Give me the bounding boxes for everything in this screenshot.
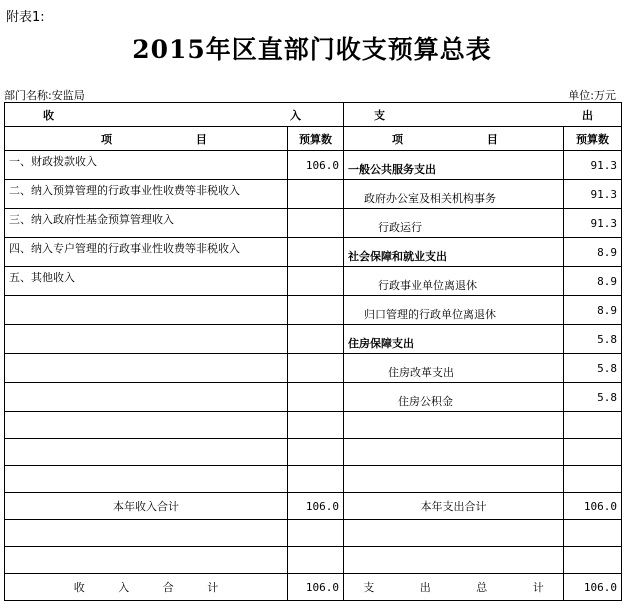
- expense-item: 行政事业单位离退休: [344, 267, 564, 296]
- income-amount: [288, 354, 344, 383]
- table-row: [5, 209, 622, 238]
- expense-amount: 8.9: [564, 238, 622, 267]
- expense-amount: 91.3: [564, 151, 622, 180]
- table-header-row: [5, 103, 622, 127]
- income-item: [5, 354, 288, 383]
- table-row: [5, 180, 622, 209]
- expense-amount: 91.3: [564, 209, 622, 238]
- income-item: [5, 296, 288, 325]
- income-header: 收 入: [5, 103, 344, 127]
- income-amount: [288, 209, 344, 238]
- budget-table: [4, 102, 622, 601]
- empty-row: [5, 412, 622, 439]
- grand-expense-total-amount: 106.0: [564, 574, 622, 601]
- empty-row: [5, 439, 622, 466]
- budget2-column-header: 预算数: [564, 127, 622, 151]
- income-amount: [288, 325, 344, 354]
- income-item: 三、纳入政府性基金预算管理收入: [5, 209, 288, 238]
- budget-column-header: 预算数: [288, 127, 344, 151]
- income-amount: [288, 296, 344, 325]
- expense-item: 一般公共服务支出: [344, 151, 564, 180]
- table-row: [5, 325, 622, 354]
- expense-item: 社会保障和就业支出: [344, 238, 564, 267]
- table-row: [5, 151, 622, 180]
- expense-header: 支 出: [344, 103, 622, 127]
- expense-item: 住房保障支出: [344, 325, 564, 354]
- income-amount: [288, 238, 344, 267]
- income-item: 五、其他收入: [5, 267, 288, 296]
- item-column-header: 项 目: [5, 127, 288, 151]
- income-amount: 106.0: [288, 151, 344, 180]
- expense-amount: 5.8: [564, 383, 622, 412]
- grand-total-row: [5, 574, 622, 601]
- expense-amount: 91.3: [564, 180, 622, 209]
- income-item: 一、财政拨款收入: [5, 151, 288, 180]
- attachment-label: 附表1:: [6, 10, 45, 25]
- item2-column-header: 项 目: [344, 127, 564, 151]
- empty-row: [5, 466, 622, 493]
- table-row: [5, 238, 622, 267]
- income-amount: [288, 267, 344, 296]
- expense-item: 行政运行: [344, 209, 564, 238]
- table-row: [5, 383, 622, 412]
- grand-expense-total-label: 支 出 总 计: [344, 574, 564, 601]
- income-item: 二、纳入预算管理的行政事业性收费等非税收入: [5, 180, 288, 209]
- expense-amount: 8.9: [564, 267, 622, 296]
- table-row: [5, 267, 622, 296]
- department-name: 部门名称:安监局: [4, 89, 85, 102]
- table-row: [5, 354, 622, 383]
- income-item: [5, 325, 288, 354]
- year-expense-total-amount: 106.0: [564, 493, 622, 520]
- expense-item: 住房公积金: [344, 383, 564, 412]
- empty-row: [5, 520, 622, 547]
- table-row: [5, 296, 622, 325]
- year-expense-total-label: 本年支出合计: [344, 493, 564, 520]
- expense-item: 政府办公室及相关机构事务: [344, 180, 564, 209]
- expense-amount: 5.8: [564, 325, 622, 354]
- income-amount: [288, 180, 344, 209]
- expense-item: 归口管理的行政单位离退休: [344, 296, 564, 325]
- year-total-row: [5, 493, 622, 520]
- page-title: 2015年区直部门收支预算总表: [132, 35, 492, 64]
- table-subheader-row: [5, 127, 622, 151]
- empty-row: [5, 547, 622, 574]
- expense-amount: 5.8: [564, 354, 622, 383]
- expense-item: 住房改革支出: [344, 354, 564, 383]
- year-income-total-amount: 106.0: [288, 493, 344, 520]
- income-item: [5, 383, 288, 412]
- grand-income-total-amount: 106.0: [288, 574, 344, 601]
- income-amount: [288, 383, 344, 412]
- year-income-total-label: 本年收入合计: [5, 493, 288, 520]
- grand-income-total-label: 收 入 合 计: [5, 574, 288, 601]
- expense-amount: 8.9: [564, 296, 622, 325]
- income-item: 四、纳入专户管理的行政事业性收费等非税收入: [5, 238, 288, 267]
- unit-label: 单位:万元: [568, 89, 616, 102]
